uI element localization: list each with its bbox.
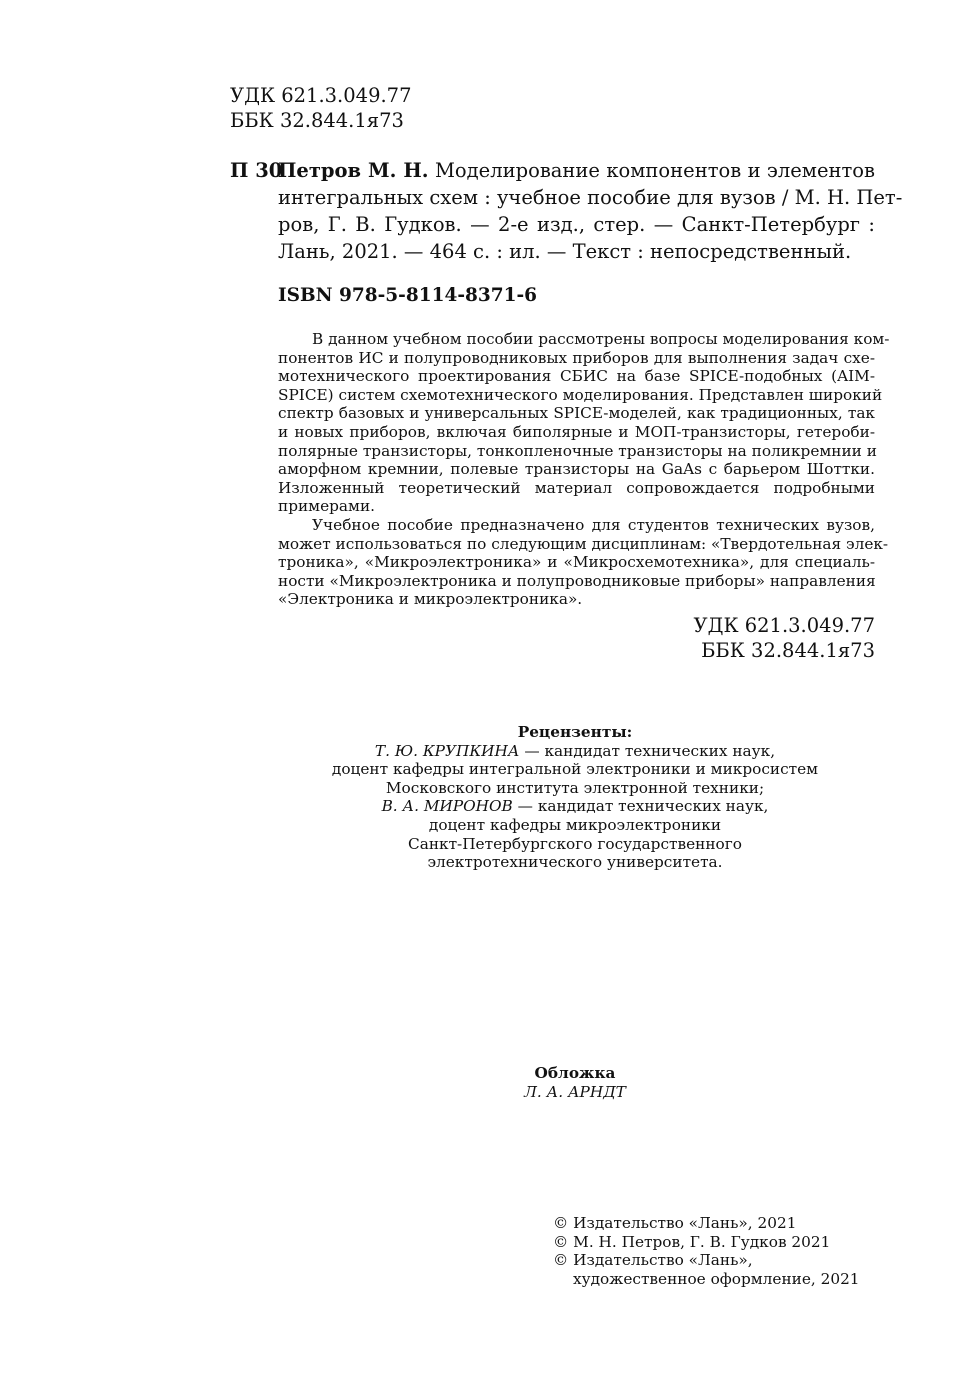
reviewer-2-institution: Санкт-Петербургского государственного: [408, 834, 742, 853]
abstract: [278, 330, 890, 609]
copyright-line: © М. Н. Петров, Г. В. Гудков 2021: [553, 1232, 831, 1251]
abstract-line: «Электроника и микроэлектроника».: [278, 590, 583, 609]
udk-code: УДК 621.3.049.77: [230, 84, 412, 107]
bibliographic-line: интегральных схем : учебное пособие для вузов / М. Н. Пет-: [278, 186, 903, 209]
abstract-line: спектр базовых и универсальных SPICE-моделей, как традиционных, так: [278, 404, 875, 423]
reviewer-1: [230, 742, 920, 761]
abstract-line: мотехнического проектирования СБИС на базе SPICE-подобных (AIM-: [278, 367, 875, 386]
author-name: Петров М. Н.: [278, 159, 429, 182]
abstract-line: Учебное пособие предназначено для студентов технических вузов,: [312, 515, 875, 534]
abstract-line: понентов ИС и полупроводниковых приборов для выполнения задач схе-: [278, 348, 875, 367]
bibliographic-line: ров, Г. В. Гудков. — 2-е изд., стер. — Санкт-Петербург :: [278, 213, 875, 236]
abstract-line: и новых приборов, включая биполярные и МОП-транзисторы, гетероби-: [278, 422, 875, 441]
bibliographic-line: Лань, 2021. — 464 с. : ил. — Текст : непосредственный.: [278, 240, 852, 263]
bibliographic-line: Петров М. Н. Моделирование компонентов и элементов: [278, 159, 875, 182]
copyright-line: художественное оформление, 2021: [573, 1269, 860, 1288]
udk-bbk-bottom: [694, 613, 876, 663]
abstract-line: Изложенный теоретический материал сопровождается подробными: [278, 478, 875, 497]
abstract-line: ности «Микроэлектроника и полупроводниковые приборы» направления: [278, 571, 876, 590]
udk-bbk-top: [230, 83, 412, 133]
reviewer-1-degree: — кандидат технических наук,: [519, 741, 776, 760]
reviewers-section: [230, 723, 920, 872]
abstract-line: может использоваться по следующим дисциплинам: «Твердотельная элек-: [278, 534, 889, 553]
abstract-line: полярные транзисторы, тонкопленочные транзисторы на поликремнии и: [278, 441, 877, 460]
reviewer-2-position: доцент кафедры микроэлектроники: [428, 815, 722, 834]
copyright-notice: [553, 1214, 860, 1288]
abstract-line: аморфном кремнии, полевые транзисторы на GaAs с барьером Шоттки.: [278, 460, 875, 479]
cover-designer: Л. А. АРНДТ: [524, 1082, 626, 1101]
abstract-line: троника», «Микроэлектроника» и «Микросхемотехника», для специаль-: [278, 553, 875, 572]
udk-code: УДК 621.3.049.77: [693, 614, 875, 637]
reviewer-1-institution: Московского института электронной техники;: [385, 778, 765, 797]
copyright-line: © Издательство «Лань», 2021: [553, 1214, 797, 1232]
bbk-code: ББК 32.844.1я73: [230, 109, 404, 132]
cover-credit: [230, 1064, 920, 1101]
reviewer-1-name: Т. Ю. КРУПКИНА: [374, 741, 520, 760]
author-mark: П 30: [230, 159, 283, 182]
abstract-line: В данном учебном пособии рассмотрены вопросы моделирования ком-: [312, 330, 890, 348]
reviewers-heading: Рецензенты:: [517, 723, 633, 741]
abstract-line: SPICE) систем схемотехнического моделирования. Представлен широкий: [278, 385, 883, 404]
reviewer-2-degree: — кандидат технических наук,: [512, 797, 769, 816]
reviewer-2: [230, 797, 920, 816]
bibliographic-entry: [278, 157, 903, 265]
reviewer-2-name: В. А. МИРОНОВ: [381, 797, 513, 816]
bbk-code: ББК 32.844.1я73: [701, 639, 875, 662]
cover-heading: Обложка: [534, 1064, 616, 1082]
reviewer-1-position: доцент кафедры интегральной электроники и микросистем: [331, 760, 819, 779]
isbn: ISBN 978-5-8114-8371-6: [278, 285, 538, 306]
abstract-line: примерами.: [278, 497, 376, 516]
reviewer-2-institution: электротехнического университета.: [427, 853, 723, 872]
copyright-line: © Издательство «Лань»,: [553, 1251, 753, 1270]
